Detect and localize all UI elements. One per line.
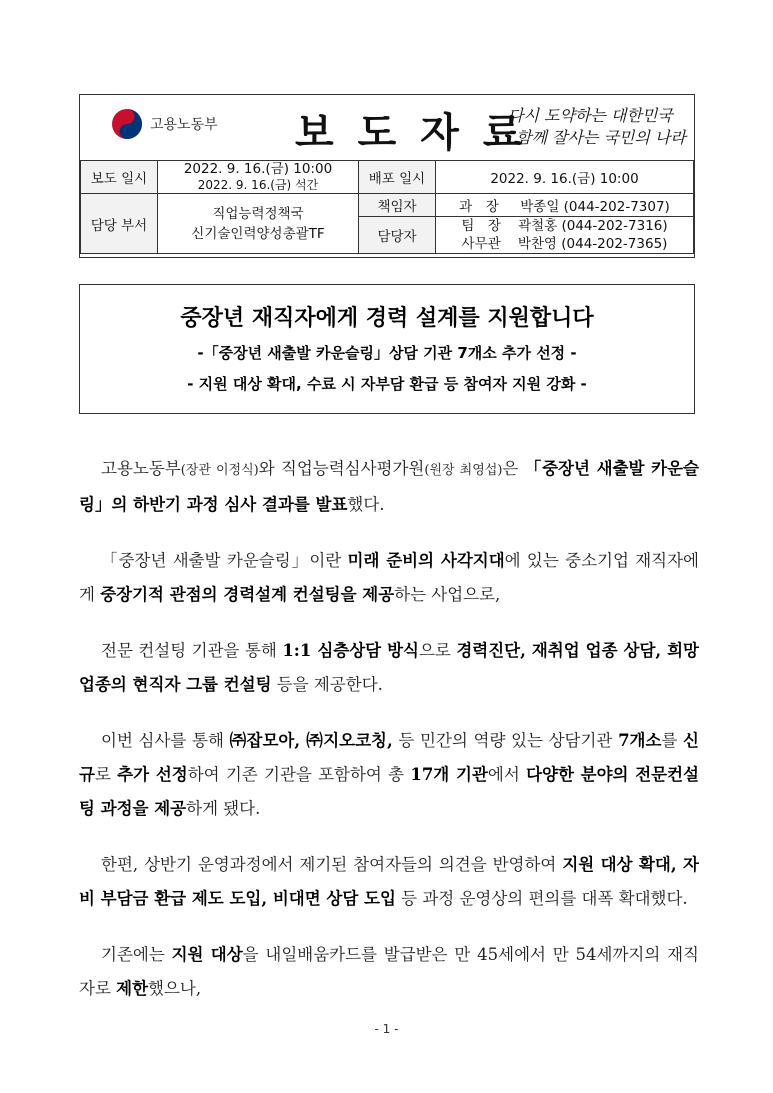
text: 기존에는 bbox=[101, 945, 172, 964]
dept-cell bbox=[158, 194, 359, 254]
text: 추가 선정 bbox=[117, 765, 188, 784]
text: 「중장년 새출발 카운슬링」이란 bbox=[101, 551, 348, 570]
report-date-label: 보도 일시 bbox=[81, 161, 158, 194]
slogan-line-2: 함께 잘사는 국민의 나라 bbox=[516, 128, 686, 147]
text: 「중장년 새출발 카운슬링」 bbox=[79, 459, 699, 514]
text: 7개소 bbox=[618, 731, 662, 750]
responsible-role: 과 장 bbox=[459, 199, 499, 215]
text: 했다. bbox=[347, 495, 385, 514]
text: 중장기적 관점의 경력설계 컨설팅을 제공 bbox=[100, 585, 395, 604]
text: 미래 준비의 사각지대 bbox=[347, 551, 505, 570]
contact2-role: 사무관 bbox=[461, 236, 501, 252]
text: 한편, 상반기 운영과정에서 제기된 참여자들의 의견을 반영하여 bbox=[101, 855, 563, 874]
paragraph-5 bbox=[79, 848, 699, 916]
paragraph-2 bbox=[79, 544, 699, 612]
text: 를 bbox=[661, 731, 684, 750]
responsible-label: 책임자 bbox=[359, 194, 436, 217]
text: 등 과정 운영상의 편의를 대폭 확대했다. bbox=[395, 889, 688, 908]
report-date-alt: 2022. 9. 16.(금) 석간 bbox=[197, 178, 319, 192]
responsible-person: 박종일 (044-202-7307) bbox=[520, 199, 670, 215]
taegeuk-icon bbox=[110, 107, 144, 141]
paragraph-4 bbox=[79, 724, 699, 826]
ministry-name: 고용노동부 bbox=[150, 117, 218, 133]
text: 지원 대상 bbox=[171, 945, 243, 964]
paragraph-3 bbox=[79, 634, 699, 702]
headline-title: 중장년 재직자에게 경력 설계를 지원합니다 bbox=[180, 306, 594, 331]
text: 을 내일배움카드를 발급받은 만 45세에서 만 54세까지의 재직자로 bbox=[79, 945, 699, 998]
text: 으로 bbox=[418, 641, 457, 660]
text: ㈜잡모아, ㈜지오코칭, bbox=[229, 731, 393, 750]
report-date-cell bbox=[158, 161, 359, 194]
text: 제한 bbox=[116, 979, 149, 998]
responsible-cell bbox=[436, 194, 694, 217]
text: 등 민간의 역량 있는 상담기관 bbox=[392, 731, 619, 750]
paragraph-1 bbox=[79, 452, 699, 522]
distribution-date-label: 배포 일시 bbox=[359, 161, 436, 194]
headline-box bbox=[79, 284, 695, 414]
contact-cell bbox=[436, 217, 694, 254]
headline-subtitle-2: - 지원 대상 확대, 수료 시 자부담 환급 등 참여자 지원 강화 - bbox=[187, 375, 587, 393]
distribution-date: 2022. 9. 16.(금) 10:00 bbox=[436, 161, 694, 194]
text: 은 bbox=[502, 459, 525, 478]
contact2-person: 박찬영 (044-202-7365) bbox=[517, 236, 668, 252]
text: 1:1 심층상담 방식 bbox=[282, 641, 419, 660]
article-body bbox=[79, 452, 699, 1028]
page-number: - 1 - bbox=[374, 1022, 399, 1036]
slogan-line-1: 다시 도약하는 대한민국 bbox=[508, 106, 673, 125]
dept-label: 담당 부서 bbox=[81, 194, 158, 254]
doc-type-title: 보도자료 bbox=[295, 110, 546, 156]
text: 로 bbox=[94, 765, 118, 784]
dept-line-1: 직업능력정책국 bbox=[212, 205, 304, 222]
text: (원장 최영섭) bbox=[424, 463, 503, 478]
text: 전문 컨설팅 기관을 통해 bbox=[101, 641, 283, 660]
text: 에 있는 중소기업 재직자 bbox=[504, 551, 684, 570]
contact-label: 담당자 bbox=[359, 217, 436, 254]
contact1-person: 곽철홍 (044-202-7316) bbox=[518, 218, 668, 234]
text: 등을 제공한다. bbox=[271, 675, 383, 694]
text: 하게 됐다. bbox=[186, 799, 261, 818]
text: 17개 기관 bbox=[410, 765, 488, 784]
press-release-header bbox=[79, 94, 695, 258]
text: 경력진단, 재취업 업종 상담, 희망 업종의 현직자 그룹 컨설팅 bbox=[79, 641, 699, 694]
text: 에게 bbox=[79, 551, 699, 604]
ministry-logo bbox=[110, 107, 218, 141]
paragraph-6 bbox=[79, 938, 699, 1006]
report-date: 2022. 9. 16.(금) 10:00 bbox=[183, 161, 333, 177]
text: 와 직업능력심사평가원 bbox=[258, 459, 425, 478]
header-banner bbox=[80, 95, 694, 161]
text: 이번 심사를 통해 bbox=[101, 731, 230, 750]
text: 하여 기존 기관을 포함하여 총 bbox=[187, 765, 411, 784]
contact1-role: 팀 장 bbox=[461, 218, 501, 234]
headline-subtitle-1: -「중장년 새출발 카운슬링」상담 기관 7개소 추가 선정 - bbox=[197, 344, 577, 362]
text: 했으나, bbox=[148, 979, 202, 998]
government-slogan bbox=[508, 105, 686, 149]
text: 다양한 분야의 전문컨설팅 과정을 제공 bbox=[79, 765, 699, 818]
dept-line-2: 신기술인력양성총괄TF bbox=[191, 225, 325, 242]
text: 고용노동부 bbox=[101, 459, 181, 478]
text: 의 하반기 과정 심사 결과를 발표 bbox=[111, 495, 348, 514]
release-info-table bbox=[80, 160, 694, 254]
text: 지원 대상 확대, 자비 부담금 환급 제도 도입, 비대면 상담 도입 bbox=[79, 855, 699, 908]
text: 하는 사업으로, bbox=[394, 585, 501, 604]
text: 신규 bbox=[79, 731, 699, 784]
text: (장관 이정식) bbox=[180, 463, 259, 478]
text: 에서 bbox=[487, 765, 527, 784]
